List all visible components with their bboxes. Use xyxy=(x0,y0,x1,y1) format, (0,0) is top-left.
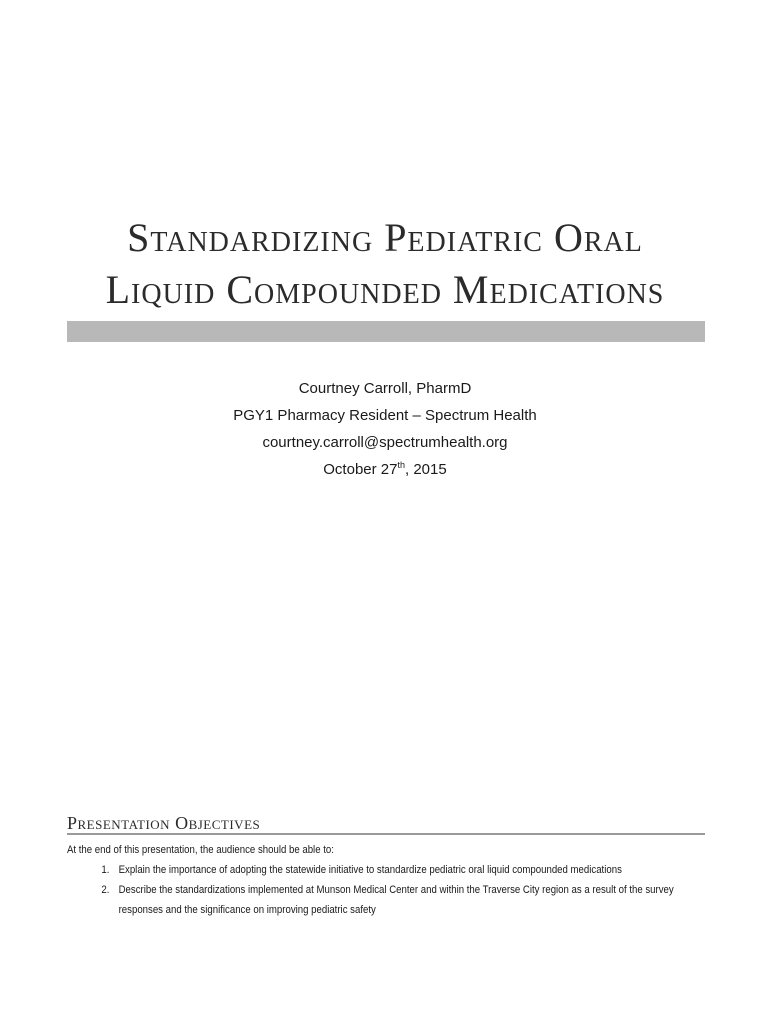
date-month-day: October 27 xyxy=(323,461,398,478)
title-underline-bar xyxy=(67,321,705,342)
objective-text: Explain the importance of adopting the statewide initiative to standardize pediatric oral liquid compounded medications xyxy=(118,864,622,876)
date-year: , 2015 xyxy=(405,461,447,478)
document-title xyxy=(0,212,770,316)
objective-number: 2. xyxy=(101,884,110,896)
author-name: Courtney Carroll, PharmD xyxy=(298,380,472,397)
title-line-1: Standardizing Pediatric Oral xyxy=(127,215,643,260)
objectives-section xyxy=(67,840,707,920)
date-ordinal-suffix: th xyxy=(397,460,405,470)
author-email: courtney.carroll@spectrumhealth.org xyxy=(262,434,508,451)
objective-number: 1. xyxy=(101,864,110,876)
presentation-date xyxy=(0,456,770,483)
author-block xyxy=(0,375,770,483)
objectives-intro: At the end of this presentation, the audience should be able to: xyxy=(67,844,334,856)
objectives-heading: Presentation Objectives xyxy=(67,813,261,833)
author-position: PGY1 Pharmacy Resident – Spectrum Health xyxy=(233,407,537,424)
objective-text: Describe the standardizations implemented at Munson Medical Center and within the Traverse City region as a result of the survey responses and the significance on improving pediatric safety xyxy=(118,884,674,916)
objectives-rule xyxy=(67,833,705,835)
objective-item xyxy=(67,880,707,920)
title-line-2: Liquid Compounded Medications xyxy=(105,267,665,312)
objective-item xyxy=(67,860,707,880)
objectives-list xyxy=(67,860,707,920)
